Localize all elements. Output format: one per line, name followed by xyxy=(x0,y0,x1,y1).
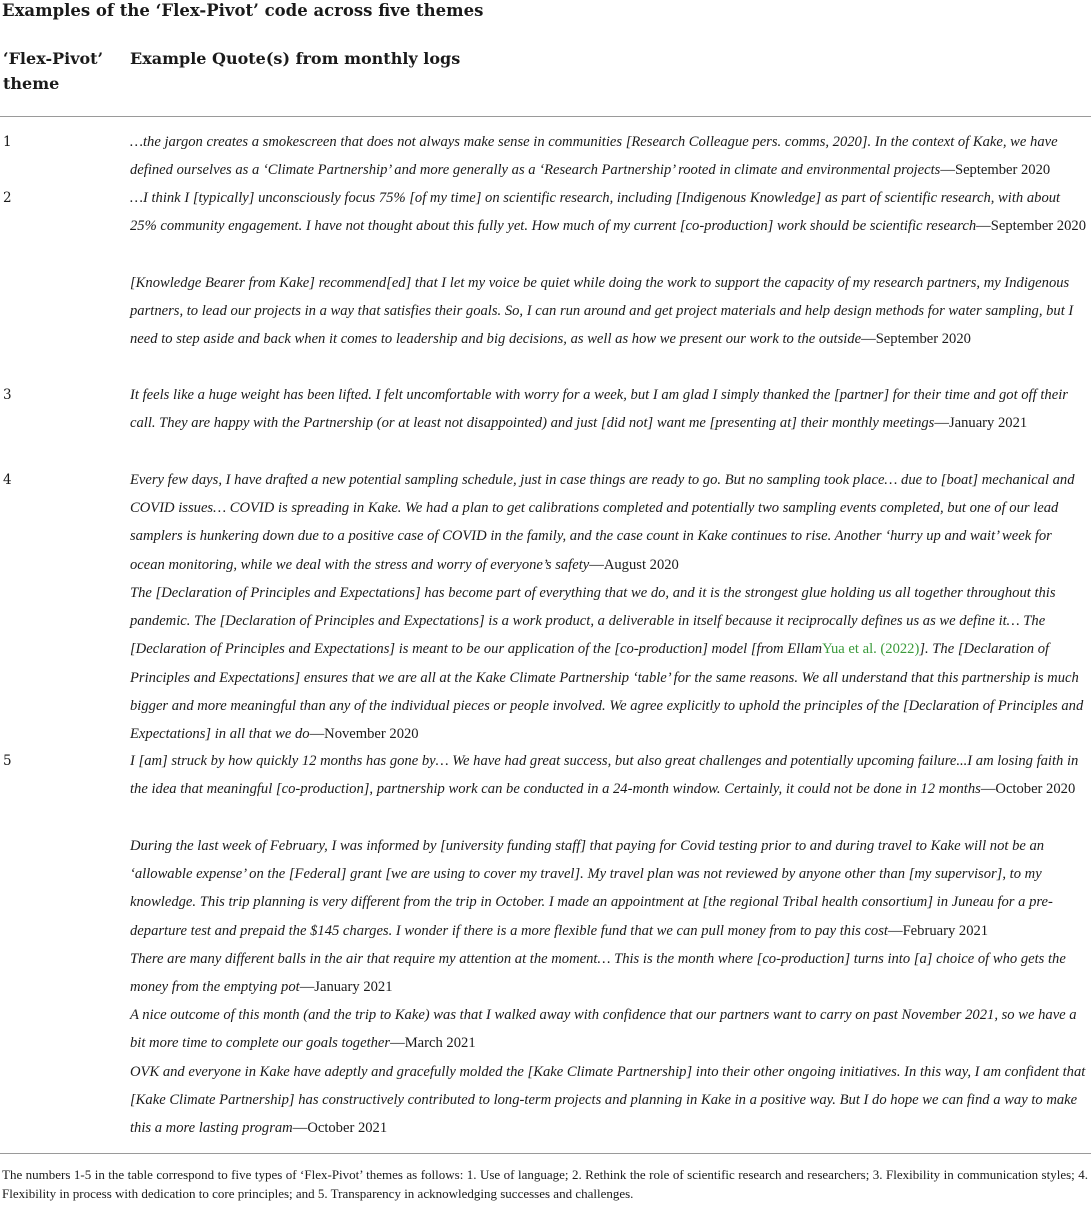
theme-number: 2 xyxy=(3,190,12,206)
quote: …the jargon creates a smokescreen that does not always make sense in communities [Research Colleague pers. comms, 2020]. In the context of Kake, we have defined ourselves as a ‘Climate Partnership’ and more generally as a ‘Research Partnership’ rooted in climate and environmental projects—September 2020 xyxy=(130,134,1058,179)
table-footnote: The numbers 1-5 in the table correspond to five types of ‘Flex-Pivot’ themes as follows: 1. Use of language; 2. Rethink the role of scientific research and researchers; 3. Flexibility in communication styles; 4. Flexibility in process with dedication to core principles; and 5. Transparency in acknowledging successes and challenges. xyxy=(2,1167,1088,1201)
quote: The [Declaration of Principles and Expectations] has become part of everything that we do, and it is the strongest glue holding us all together throughout this pandemic. The [Declaration of Principles and Expectations] is a work product, a deliverable in itself because it reciprocally defines us as we define it… The [Declaration of Principles and Expectations] is meant to be our application of the [co-production] model [from EllamYua et al. (2022)]. The [Declaration of Principles and Expectations] ensures that we are all at the Kake Climate Partnership ‘table’ for the same reasons. We all understand that this partnership is much bigger and more meaningful than any of the individual pieces or people involved. We agree explicitly to uphold the principles of the [Declaration of Principles and Expectations] in all that we do—November 2020 xyxy=(130,585,1084,743)
quote: Every few days, I have drafted a new potential sampling schedule, just in case things are ready to go. But no sampling took place… due to [boat] mechanical and COVID issues… COVID is spreading in Kake. We had a plan to get calibrations completed and potentially two sampling events completed, but one of our lead samplers is hunkering down due to a positive case of COVID in the family, and the case count in Kake continues to rise. Another ‘hurry up and wait’ week for ocean monitoring, while we deal with the stress and worry of everyone’s safety—August 2020 xyxy=(130,472,1075,573)
theme-number: 4 xyxy=(3,472,12,488)
theme-number: 5 xyxy=(3,753,12,769)
table-bottom-rule xyxy=(0,1153,1091,1154)
quote: It feels like a huge weight has been lifted. I felt uncomfortable with worry for a week, but I am glad I simply thanked the [partner] for their time and got off their call. They are happy with the Partnership (or at least not disappointed) and just [did not] want me [presenting at] their monthly meetings—January 2021 xyxy=(130,387,1068,432)
quote: OVK and everyone in Kake have adeptly and gracefully molded the [Kake Climate Partnership] into their other ongoing initiatives. In this way, I am confident that [Kake Climate Partnership] has constructively contributed to long-term projects and planning in Kake in a positive way. But I do hope we can find a way to make this a more lasting program—October 2021 xyxy=(130,1064,1086,1137)
quote: [Knowledge Bearer from Kake] recommend[ed] that I let my voice be quiet while doing the work to support the capacity of my research partners, my Indigenous partners, to lead our projects in a way that satisfies their goals. So, I can run around and get project materials and help design methods for water sampling, but I need to step aside and back when it comes to leadership and big decisions, as well as how we present our work to the outside—September 2020 xyxy=(130,275,1074,348)
quote: …I think I [typically] unconsciously focus 75% [of my time] on scientific research, including [Indigenous Knowledge] as part of scientific research, with about 25% community engagement. I have not thought about this fully yet. How much of my current [co-production] work should be scientific research—September 2020 xyxy=(130,190,1086,235)
table-caption: Examples of the ‘Flex-Pivot’ code across five themes xyxy=(2,1,484,20)
quote: There are many different balls in the air that require my attention at the moment… This is the month where [co-production] turns into [a] choice of who gets the money from the emptying pot—January 2021 xyxy=(130,951,1066,996)
quote: I [am] struck by how quickly 12 months has gone by… We have had great success, but also great challenges and potentially upcoming failure...I am losing faith in the idea that meaningful [co-production], partnership work can be conducted in a 24-month window. Certainly, it could not be done in 12 months—October 2020 xyxy=(130,753,1079,798)
citation-link[interactable]: Yua et al. (2022) xyxy=(822,641,920,658)
column-header-theme: ‘Flex-Pivot’ theme xyxy=(3,49,104,93)
quote: A nice outcome of this month (and the trip to Kake) was that I walked away with confidence that our partners want to carry on past November 2021, so we have a bit more time to complete our goals together—March 2021 xyxy=(130,1007,1077,1052)
column-header-quotes: Example Quote(s) from monthly logs xyxy=(130,49,461,68)
quote: During the last week of February, I was informed by [university funding staff] that paying for Covid testing prior to and during travel to Kake will not be an ‘allowable expense’ on the [Federal] grant [we are using to cover my travel]. My travel plan was not reviewed by anyone other than [my supervisor], to my knowledge. This trip planning is very different from the trip in October. I made an appointment at [the regional Tribal health consortium] in Juneau for a pre-departure test and prepaid the $145 charges. I wonder if there is a more flexible fund that we can pull money from to pay this cost—February 2021 xyxy=(130,838,1053,939)
header-rule xyxy=(0,116,1091,117)
theme-number: 1 xyxy=(3,134,12,150)
theme-number: 3 xyxy=(3,387,12,403)
